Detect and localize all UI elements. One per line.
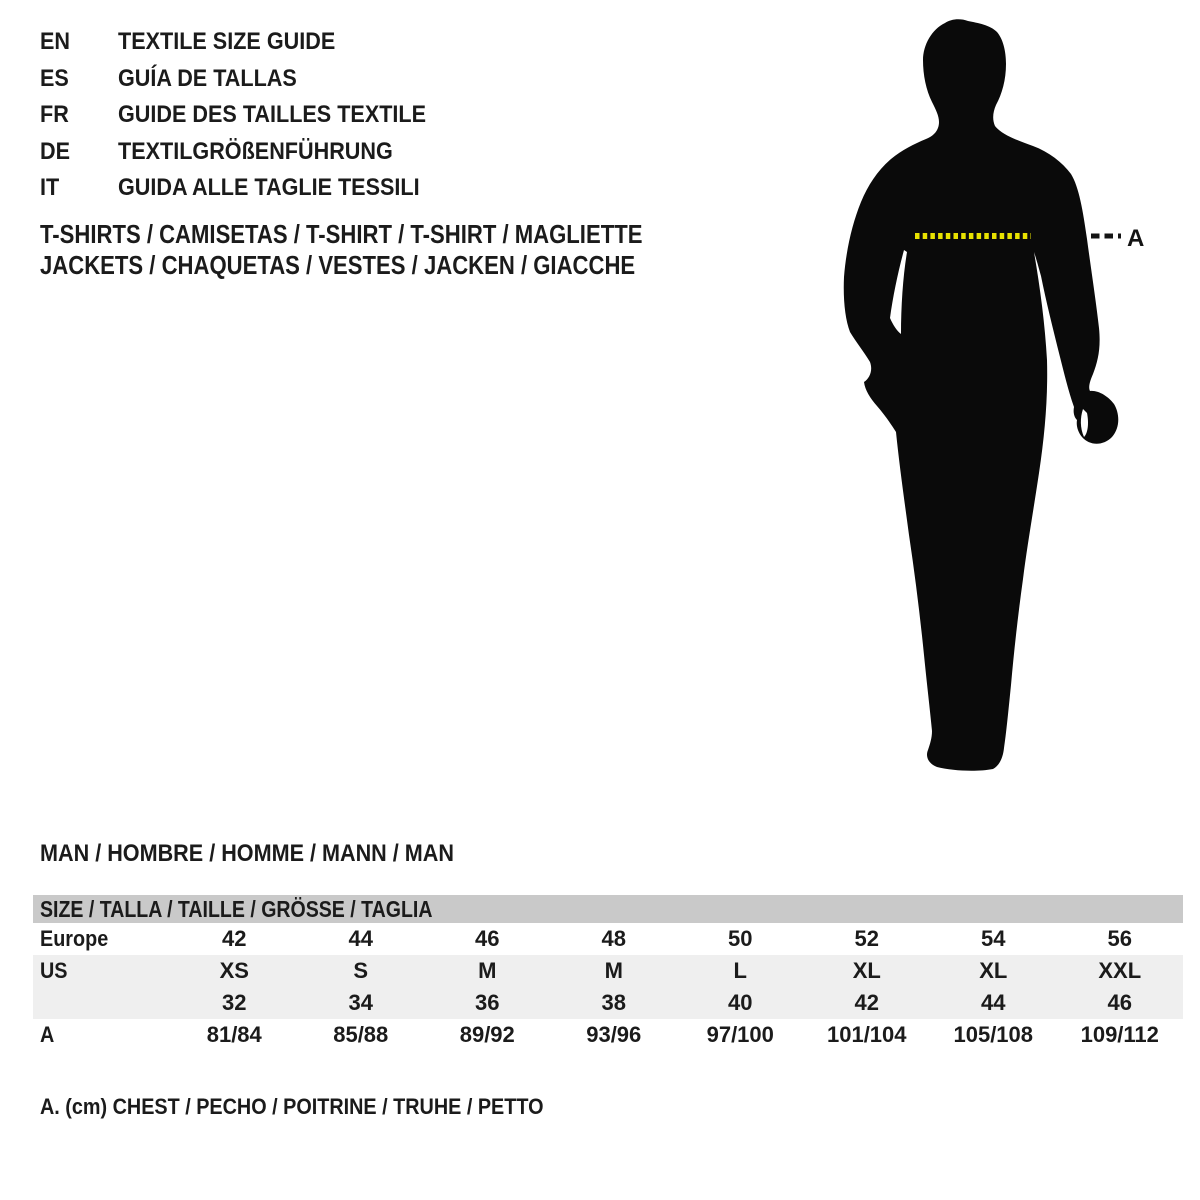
language-row-en [40,24,460,61]
table-row-us-numeric [33,987,1183,1019]
table-row-chest [33,1019,1183,1051]
language-row-es [40,61,460,98]
cell: M [604,958,623,983]
cell: 105/108 [953,1022,1034,1047]
cell: 81/84 [206,1022,262,1047]
language-code: EN [40,28,71,55]
row-label: A [40,1022,55,1047]
measure-label-a: A [1127,225,1145,252]
size-table [33,895,1183,1051]
man-silhouette [844,19,1119,770]
cell: 93/96 [586,1022,642,1047]
cell: XS [219,958,249,983]
product-categories [40,219,749,281]
measurement-footnote: A. (cm) CHEST / PECHO / POITRINE / TRUHE / PETTO [40,1094,544,1119]
table-row-us [33,955,1183,987]
cell: 97/100 [706,1022,774,1047]
cell: 56 [1107,926,1132,951]
language-row-de [40,134,460,171]
language-code: IT [40,174,60,201]
cell: XL [852,958,881,983]
cell: 52 [854,926,879,951]
cell: 36 [475,990,500,1015]
row-label: US [40,958,68,983]
cell: 46 [1107,990,1132,1015]
row-label: Europe [40,926,109,951]
cell: XL [979,958,1008,983]
language-code: FR [40,101,69,128]
cell: 109/112 [1080,1022,1159,1047]
cell: L [733,958,747,983]
cell: 44 [348,926,373,951]
cell: 38 [601,990,626,1015]
language-title: TEXTILE SIZE GUIDE [118,28,336,55]
size-table-header: SIZE / TALLA / TAILLE / GRÖSSE / TAGLIA [33,895,1183,923]
language-title: GUIDA ALLE TAGLIE TESSILI [118,174,420,201]
cell: 40 [728,990,753,1015]
cell: 101/104 [826,1022,907,1047]
cell: 85/88 [333,1022,389,1047]
language-title: TEXTILGRÖßENFÜHRUNG [118,137,393,165]
category-line-jackets: JACKETS / CHAQUETAS / VESTES / JACKEN / GIACCHE [40,250,636,280]
language-code: DE [40,137,71,165]
language-row-fr [40,97,460,134]
cell: 32 [222,990,247,1015]
cell: 44 [981,990,1006,1015]
cell: 42 [854,990,879,1015]
category-line-tshirts: T-SHIRTS / CAMISETAS / T-SHIRT / T-SHIRT / MAGLIETTE [40,219,643,249]
cell: 46 [475,926,500,951]
cell: 89/92 [459,1022,515,1047]
cell: 50 [728,926,753,951]
table-title: MAN / HOMBRE / HOMME / MANN / MAN [40,840,454,867]
language-title: GUÍA DE TALLAS [118,64,297,92]
man-silhouette-figure [840,10,1160,790]
cell: 34 [348,990,373,1015]
cell: 42 [222,926,247,951]
language-code: ES [40,64,69,92]
cell: 48 [601,926,626,951]
language-row-it [40,170,460,207]
cell: M [478,958,497,983]
language-title: GUIDE DES TAILLES TEXTILE [118,101,427,128]
cell: XXL [1098,958,1142,983]
table-row-europe [33,923,1183,955]
cell: S [353,958,369,983]
cell: 54 [981,926,1006,951]
language-list [40,24,460,207]
